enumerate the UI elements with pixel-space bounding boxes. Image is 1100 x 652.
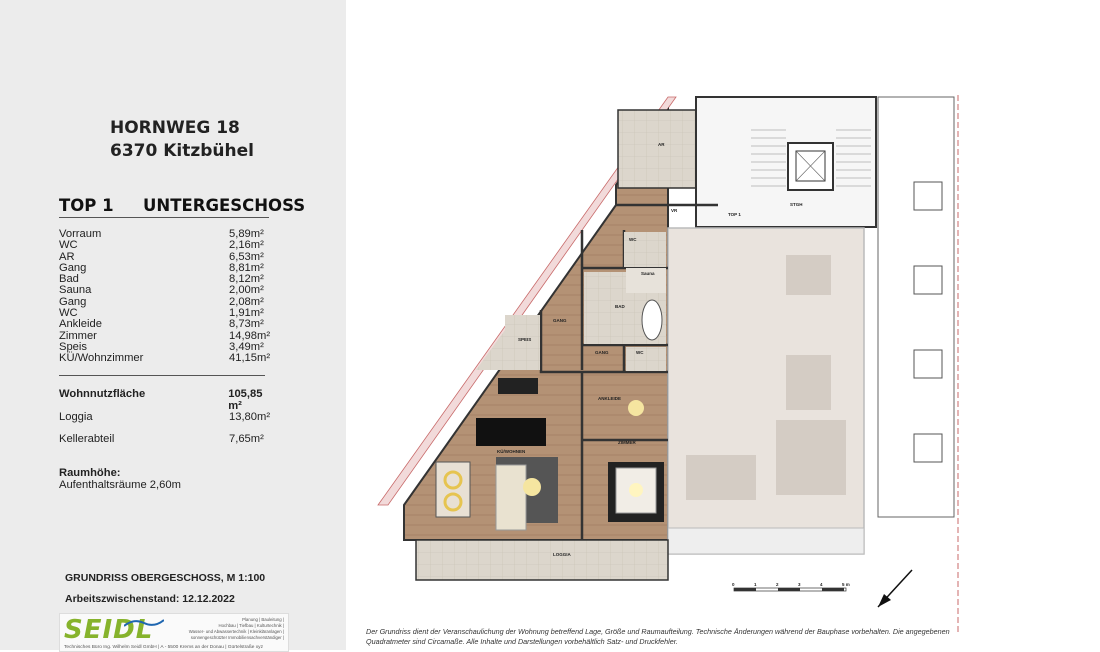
label-top-1: TOP 1 — [728, 212, 741, 217]
planter-1 — [914, 182, 942, 210]
scale-tick-3: 3 — [798, 582, 801, 587]
room-name: AR — [59, 250, 75, 263]
planter-2 — [914, 266, 942, 294]
room-list — [59, 229, 269, 365]
logo-wave-icon — [124, 618, 164, 628]
cellar-area — [59, 433, 279, 445]
room-name: Gang — [59, 261, 87, 274]
room-row — [59, 353, 269, 364]
room-area: 8,12m² — [229, 273, 264, 286]
heading-divider — [59, 217, 269, 218]
plan-title: GRUNDRISS OBERGESCHOSS, M 1:100 — [65, 572, 266, 584]
room-name: Sauna — [59, 284, 92, 297]
neighbour-apartment — [668, 228, 864, 554]
room-name: Bad — [59, 273, 79, 286]
room-area: 3,49m² — [229, 340, 264, 353]
company-logo — [59, 613, 289, 652]
loggia-area — [59, 411, 279, 423]
label-kue-wohnen: KÜ/WOHNEN — [497, 449, 526, 454]
neighbour-loggia — [668, 528, 864, 554]
room-name: Vorraum — [59, 228, 102, 240]
ceiling-height-value-text: Aufenthaltsräume 2,60m — [59, 479, 181, 491]
scale-tick-5: 5 m — [842, 582, 850, 587]
scale-tick-0: 0 — [732, 582, 735, 587]
room-name: Speis — [59, 340, 87, 353]
neighbour-table — [686, 455, 756, 500]
coffee-table-lamp — [523, 478, 541, 496]
total-living-area — [59, 388, 279, 412]
room-area: 1,91m² — [229, 307, 264, 320]
label-vr: VR — [671, 208, 678, 213]
kitchen-counter — [476, 418, 546, 446]
address-city: 6370 Kitzbühel — [110, 141, 254, 161]
label-ar: AR — [658, 142, 665, 147]
room-area: 6,53m² — [229, 250, 264, 263]
logo-tagline-3: Wasser- und Abwassertechnik | Kleinkläranlagen | — [188, 629, 284, 634]
north-arrow-icon — [878, 570, 912, 607]
ceiling-height-value — [59, 479, 279, 491]
status-date: Arbeitszwischenstand: 12.12.2022 — [65, 593, 235, 605]
room-name: Gang — [59, 295, 87, 308]
label-speis: SPEIS — [518, 337, 532, 342]
room-area: 8,73m² — [229, 318, 264, 331]
total-living-area-value: 105,85 m² — [228, 388, 263, 412]
terrace-area — [878, 97, 954, 517]
room-speis — [476, 315, 540, 370]
unit-top: TOP 1 — [59, 196, 114, 215]
room-name: KÜ/Wohnzimmer — [59, 352, 144, 365]
logo-wordmark: SEIDL — [64, 615, 154, 645]
bedroom-lamp — [629, 483, 643, 497]
logo-tagline-1: Planung | Bauleitung | — [242, 617, 284, 622]
room-name: Zimmer — [59, 329, 97, 342]
label-zimmer: ZIMMER — [618, 440, 636, 445]
label-wc-lower: WC — [636, 350, 644, 355]
loggia-floor — [416, 540, 668, 580]
disclaimer: Der Grundriss dient der Veranschaulichung der Wohnung betreffend Lage, Größe und Raumaufteilung. Technische Änderungen während der Bauphase vorbehalten. Die angegebenen Quadratmeter sind Circamaße. Alle Inhalte und Darstellungen vorbehältlich Satz- und Druckfehler. — [366, 627, 950, 646]
info-panel — [0, 0, 346, 650]
room-ar — [618, 110, 696, 188]
label-gang-2: GANG — [595, 350, 609, 355]
cellar-area-label: Kellerabteil — [59, 433, 115, 445]
loggia-area-label: Loggia — [59, 411, 93, 423]
room-name: WC — [59, 307, 78, 320]
room-area: 8,81m² — [229, 261, 264, 274]
logo-tagline-4: sonnengeschützter Immobiliensachverständiger | — [190, 635, 284, 640]
room-area: 14,98m² — [229, 329, 271, 342]
room-list-divider — [59, 375, 265, 376]
scale-bar — [732, 582, 850, 591]
label-ankleide: ANKLEIDE — [598, 396, 622, 401]
unit-floor: UNTERGESCHOSS — [143, 196, 306, 215]
room-area: 2,00m² — [229, 284, 264, 297]
room-name: WC — [59, 239, 78, 252]
total-living-area-label: Wohnnutzfläche — [59, 388, 146, 400]
planter-3 — [914, 350, 942, 378]
neighbour-bed-1 — [786, 255, 831, 295]
kitchen-island — [498, 378, 538, 394]
room-area: 5,89m² — [229, 228, 264, 240]
scale-tick-1: 1 — [754, 582, 757, 587]
label-loggia: LOGGIA — [553, 552, 571, 557]
logo-tagline-2: Hochbau | Tiefbau | Kulturtechnik | — [218, 623, 284, 628]
label-stgh: STGH — [790, 202, 803, 207]
room-name: Ankleide — [59, 318, 102, 331]
room-area: 41,15m² — [229, 352, 271, 365]
label-bad: BAD — [615, 304, 625, 309]
scale-tick-2: 2 — [776, 582, 779, 587]
planter-4 — [914, 434, 942, 462]
floor-plan — [346, 0, 1100, 650]
label-gang-1: GANG — [553, 318, 567, 323]
room-area: 2,08m² — [229, 295, 264, 308]
ceiling-height-label-text: Raumhöhe: — [59, 467, 121, 479]
ankleide-lamp — [628, 400, 644, 416]
room-wc-lower — [626, 347, 666, 371]
label-sauna: Sauna — [641, 271, 655, 276]
neighbour-sofa — [776, 420, 846, 495]
cellar-area-value: 7,65m² — [229, 433, 264, 445]
room-area: 2,16m² — [229, 239, 264, 252]
label-wc-upper: WC — [629, 237, 637, 242]
bathtub — [642, 300, 662, 340]
sofa — [496, 465, 526, 530]
neighbour-bed-2 — [786, 355, 831, 410]
room-row — [59, 240, 269, 251]
logo-company-line: Technisches Büro Ing. Wilhelm Seidl GmbH | A - 5500 Krems an der Donau | Gürtelstraße xyz — [64, 645, 263, 650]
ceiling-height-label — [59, 467, 279, 479]
room-row — [59, 319, 269, 330]
loggia-area-value: 13,80m² — [229, 411, 271, 423]
scale-tick-4: 4 — [820, 582, 823, 587]
address-street: HORNWEG 18 — [110, 118, 240, 138]
